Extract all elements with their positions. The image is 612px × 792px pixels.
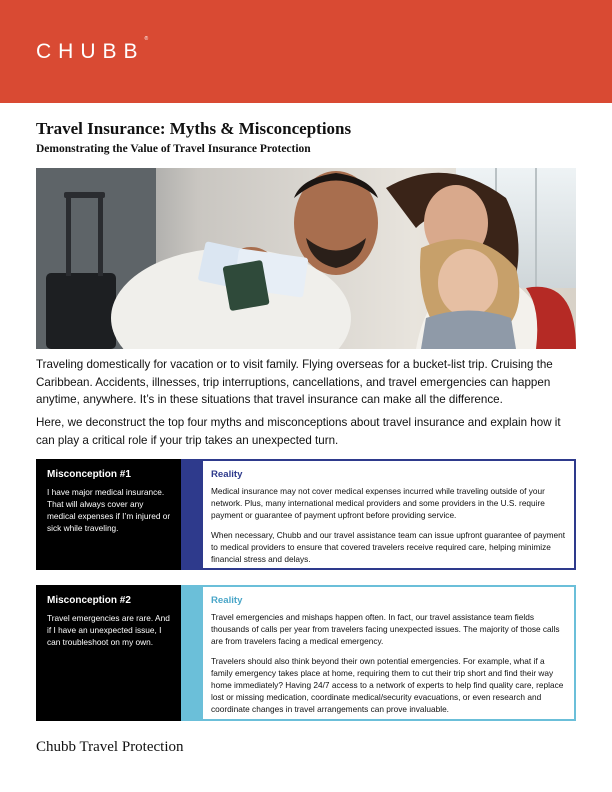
intro-paragraph-2: Here, we deconstruct the top four myths and misconceptions about travel insurance and explain how it can play a critical role if your trip takes an unexpected turn. — [36, 416, 561, 447]
misconception-card-2 — [36, 585, 576, 721]
misconception-text: Travel emergencies are rare. And if I have an unexpected issue, I can troubleshoot on my own. — [47, 613, 170, 647]
reality-panel — [203, 459, 576, 570]
reality-paragraph: Travelers should also think beyond their own potential emergencies. For example, what if a family emergency takes place at home, requiring them to cut their trip short and find their way home immediately? Having 24/7 access to a network of experts to help find quality care, replace lost or missing medication, coordinate medical/security evacuations, or even research and coordinate changes in travel arrangements can prove invaluable. — [211, 655, 564, 715]
misconception-card-1 — [36, 459, 576, 570]
accent-bar — [181, 459, 203, 570]
reality-paragraph: Travel emergencies and mishaps happen often. In fact, our travel assistance team fields thousands of calls per year from travelers facing unexpected issues. The majority of those calls are from travelers facing a medical emergency. — [211, 612, 560, 647]
intro-paragraph-1: Traveling domestically for vacation or to visit family. Flying overseas for a bucket-list trip. Cruising the Caribbean. Accidents, illnesses, trip interruptions, cancellations, and travel emergencies can happen anytime, anywhere. It’s in these situations that travel insurance can make all the difference. — [36, 358, 553, 406]
page-title: Travel Insurance: Myths & Misconceptions — [36, 119, 352, 138]
reality-paragraph: Medical insurance may not cover medical expenses incurred while traveling outside of your network. Plus, many international medical providers and some providers in the U.S. require payment or guarantee of payment upfront before providing service. — [211, 486, 545, 521]
misconception-heading: Misconception #1 — [47, 469, 131, 480]
brand-name: CHUBB — [36, 40, 145, 63]
header-band — [0, 0, 612, 103]
misconception-panel — [36, 585, 181, 721]
footer-brand: Chubb Travel Protection — [36, 739, 184, 755]
misconception-panel — [36, 459, 181, 570]
chubb-logo[interactable] — [36, 36, 149, 64]
family-travel-photo — [36, 168, 576, 349]
page-subtitle: Demonstrating the Value of Travel Insurance Protection — [36, 143, 311, 155]
accent-bar — [181, 585, 203, 721]
reality-heading: Reality — [211, 469, 243, 480]
misconception-heading: Misconception #2 — [47, 595, 131, 606]
reality-panel — [203, 585, 576, 721]
misconception-text: I have major medical insurance. That will always cover any medical expenses if I’m injured or sick while traveling. — [47, 487, 171, 533]
reality-paragraph: When necessary, Chubb and our travel assistance team can issue upfront guarantee of payment to medical providers to ensure that covered travelers receive required care, helping minimize financial stress and delays. — [211, 529, 566, 565]
trademark-symbol: ® — [144, 36, 149, 42]
reality-heading: Reality — [211, 595, 243, 606]
